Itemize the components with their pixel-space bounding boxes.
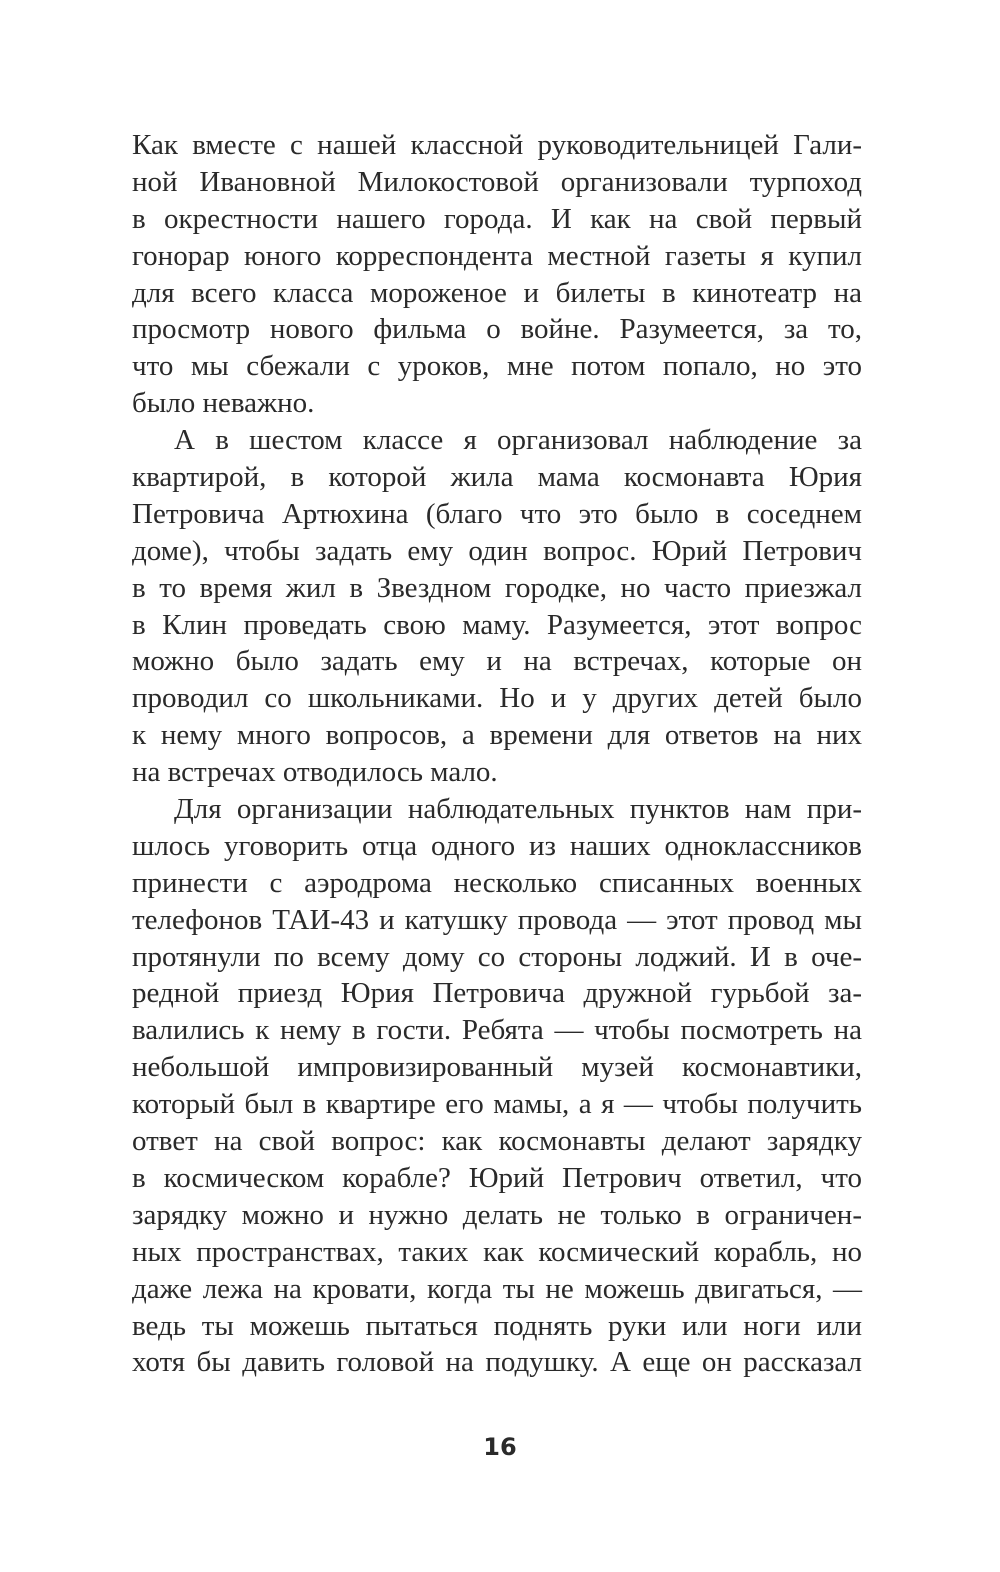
- text-line: телефонов ТАИ-43 и катушку провода — этот провод мы: [132, 903, 862, 936]
- text-line: редной приезд Юрия Петровича дружной гурьбой за-: [132, 977, 862, 1010]
- text-line: в то время жил в Звездном городке, но часто приезжал: [132, 571, 862, 604]
- text-line: Петровича Артюхина (благо что это было в соседнем: [132, 497, 862, 530]
- paragraph-first-line: А в шестом классе я организовал наблюдение за: [174, 424, 862, 457]
- text-line: в космическом корабле? Юрий Петрович ответил, что: [132, 1161, 862, 1194]
- text-line: к нему много вопросов, а времени для ответов на них: [132, 719, 862, 752]
- text-line: ответ на свой вопрос: как космонавты делают зарядку: [132, 1125, 862, 1158]
- text-line: даже лежа на кровати, когда ты не можешь двигаться, —: [132, 1272, 862, 1305]
- text-line: квартирой, в которой жила мама космонавта Юрия: [132, 461, 862, 494]
- text-line: ной Ивановной Милокостовой организовали турпоход: [132, 165, 862, 198]
- text-line: ных пространствах, таких как космический корабль, но: [132, 1235, 862, 1268]
- text-line: зарядку можно и нужно делать не только в ограничен-: [132, 1198, 862, 1231]
- text-line: хотя бы давить головой на подушку. А еще он рассказал: [132, 1346, 862, 1379]
- text-line: принести с аэродрома несколько списанных военных: [132, 866, 862, 899]
- text-line: который был в квартире его мамы, а я — чтобы получить: [132, 1088, 862, 1121]
- text-line: небольшой импровизированный музей космонавтики,: [132, 1051, 862, 1084]
- paragraph-first-line: Для организации наблюдательных пунктов нам при-: [174, 793, 862, 826]
- text-line: валились к нему в гости. Ребята — чтобы посмотреть на: [132, 1014, 862, 1047]
- text-line: на встречах отводилось мало.: [132, 756, 498, 789]
- book-page-text: [132, 127, 862, 1381]
- text-line: доме), чтобы задать ему один вопрос. Юрий Петрович: [132, 534, 862, 567]
- text-line: в окрестности нашего города. И как на свой первый: [132, 202, 862, 235]
- text-line: можно было задать ему и на встречах, которые он: [132, 645, 862, 678]
- page-number: 16: [483, 1433, 517, 1461]
- text-line: проводил со школьниками. Но и у других детей было: [132, 682, 862, 715]
- text-line: для всего класса мороженое и билеты в кинотеатр на: [132, 276, 862, 309]
- text-line: что мы сбежали с уроков, мне потом попало, но это: [132, 350, 862, 383]
- text-line: ведь ты можешь пытаться поднять руки или ноги или: [132, 1309, 862, 1342]
- text-line: протянули по всему дому со стороны лоджий. И в оче-: [132, 940, 862, 973]
- text-line: в Клин проведать свою маму. Разумеется, этот вопрос: [132, 608, 862, 641]
- text-line: было неважно.: [132, 387, 315, 420]
- text-line: шлось уговорить отца одного из наших одноклассников: [132, 829, 862, 862]
- text-line: просмотр нового фильма о войне. Разумеется, за то,: [132, 313, 862, 346]
- text-line: Как вместе с нашей классной руководительницей Гали-: [132, 129, 862, 161]
- text-line: гонорар юного корреспондента местной газеты я купил: [132, 239, 862, 272]
